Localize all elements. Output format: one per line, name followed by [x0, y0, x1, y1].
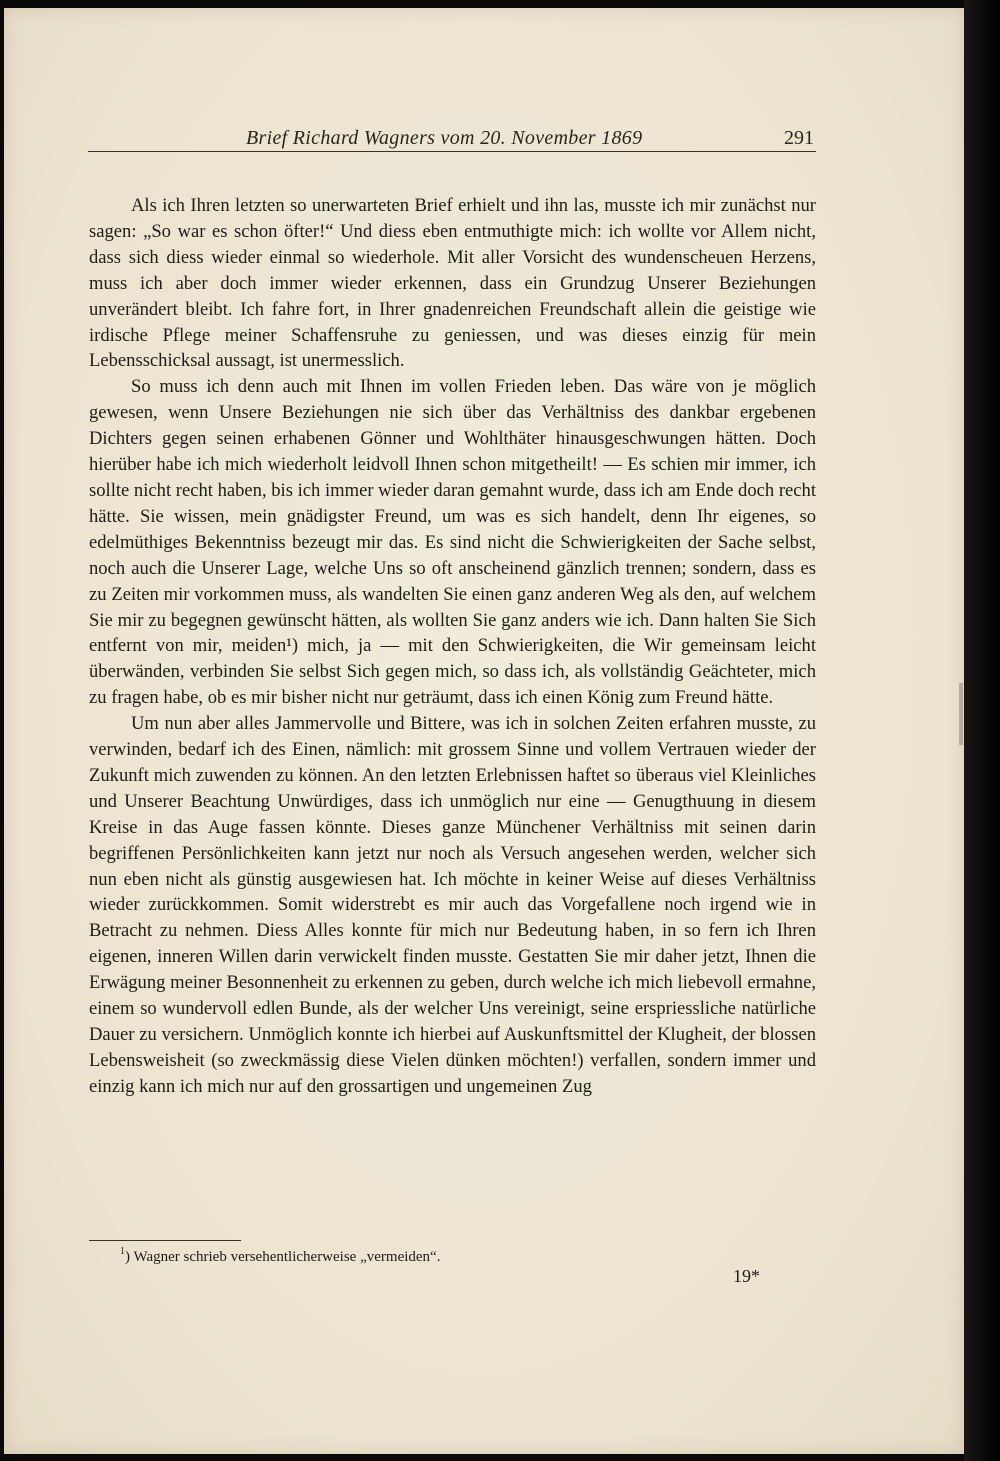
paragraph: Als ich Ihren letzten so unerwarteten Brief erhielt und ihn las, musste ich mir zunächst nur sagen: „So war es schon öfter!“ Und diess eben entmuthigte mich: ich wollte vor Allem nicht, dass sich diess wieder einmal so wiederhole. Mit aller Vorsicht des wundenscheuen Herzens, muss ich aber doch immer wieder erkennen, dass ein Grundzug Unserer Beziehungen unverändert bleibt. Ich fahre fort, in Ihrer gnadenreichen Freundschaft allein die geistige wie irdische Pflege meiner Schaffensruhe zu geniessen, und was dieses einzig für mein Lebensschicksal aussagt, ist unermesslich. [89, 195, 816, 372]
footnote: $^1$) Wagner schrieb versehentlicherweise „vermeiden“. [120, 1246, 441, 1265]
paragraph: Um nun aber alles Jammervolle und Bittere, was ich in solchen Zeiten erfahren musste, zu verwinden, bedarf ich des Einen, nämlich: mit grossem Sinne und vollem Vertrauen wieder der Zukunft mich zuwenden zu können. An den letzten Erlebnissen haftet so überaus viel Kleinliches und Unserer Beachtung Unwürdiges, dass ich unmöglich nur eine — Genugthuung in diesem Kreise in das Auge fassen könnte. Dieses ganze Münchener Verhältniss mit seinen darin begriffenen Persönlichkeiten kann jetzt nur noch als Versuch angesehen werden, welcher sich nun eben nicht als günstig ausgewiesen hat. Ich möchte in keiner Weise auf dieses Verhältniss wieder zurückkommen. Somit widerstrebt es mir auch das Vorgefallene noch irgend wie in Betracht zu nehmen. Diess Alles konnte für mich nur Bedeutung haben, in so fern ich Ihren eigenen, inneren Willen darin verwickelt finden musste. Gestatten Sie mir daher jetzt, Ihnen die Erwägung meiner Besonnenheit zu erkennen zu geben, durch welche ich mich liebevoll ermahne, einem so wundervoll edlen Bunde, als der welcher Uns vereinigt, seine erspriessliche natürliche Dauer zu versichern. Unmöglich konnte ich hierbei auf Auskunftsmittel der Klugheit, der blossen Lebensweisheit (so zweckmässig diese Vielen dünken möchten!) verfallen, sondern immer und einzig kann ich mich nur auf den grossartigen und ungemeinen Zug [89, 713, 816, 1097]
page-number: 291 [784, 127, 814, 149]
running-title: Brief Richard Wagners vom 20. November 1869 [246, 127, 643, 149]
footnote-rule [89, 1240, 241, 1241]
header-rule [88, 151, 816, 152]
page-edge-mark [959, 683, 963, 745]
letter-body [89, 193, 816, 1100]
footnote-marker: 1 [120, 1246, 125, 1257]
printer-signature: 19* [733, 1266, 760, 1286]
page-header [88, 127, 816, 153]
scan-border [964, 0, 1000, 1461]
footnote-text: Wagner schrieb versehentlicherweise „vermeiden“. [133, 1249, 441, 1265]
paragraph: So muss ich denn auch mit Ihnen im vollen Frieden leben. Das wäre von je möglich gewesen, wenn Unsere Beziehungen nie sich über das Verhältniss des dankbar ergebenen Dichters gegen seinen erhabenen Gönner und Wohlthäter hinausgeschwungen hätten. Doch hierüber habe ich mich wiederholt leidvoll Ihnen schon mitgetheilt! — Es schien mir immer, ich sollte nicht recht haben, bis ich immer wieder daran gemahnt wurde, dass ich am Ende doch recht hätte. Sie wissen, mein gnädigster Freund, um was es sich handelt, denn Ihr eigenes, so edelmüthiges Bekenntniss bezeugt mir das. Es sind nicht die Schwierigkeiten der Sache selbst, noch auch die Unserer Lage, welche Uns so oft anscheinend gänzlich trennen; sondern, dass es zu Zeiten mir vorkommen muss, als wandelten Sie einen ganz anderen Weg als den, auf welchem Sie mir zu begegnen gewünscht hätten, als wollten Sie ganz anders wie ich. Dann halten Sie Sich entfernt von mir, meiden¹) mich, ja — mit den Schwierigkeiten, die Wir gemeinsam leicht überwänden, verbinden Sie selbst Sich gegen mich, so dass ich, als vollständig Geächteter, mich zu fragen habe, ob es mir bisher nicht nur geträumt, dass ich einen König zum Freund hätte. [89, 376, 816, 709]
